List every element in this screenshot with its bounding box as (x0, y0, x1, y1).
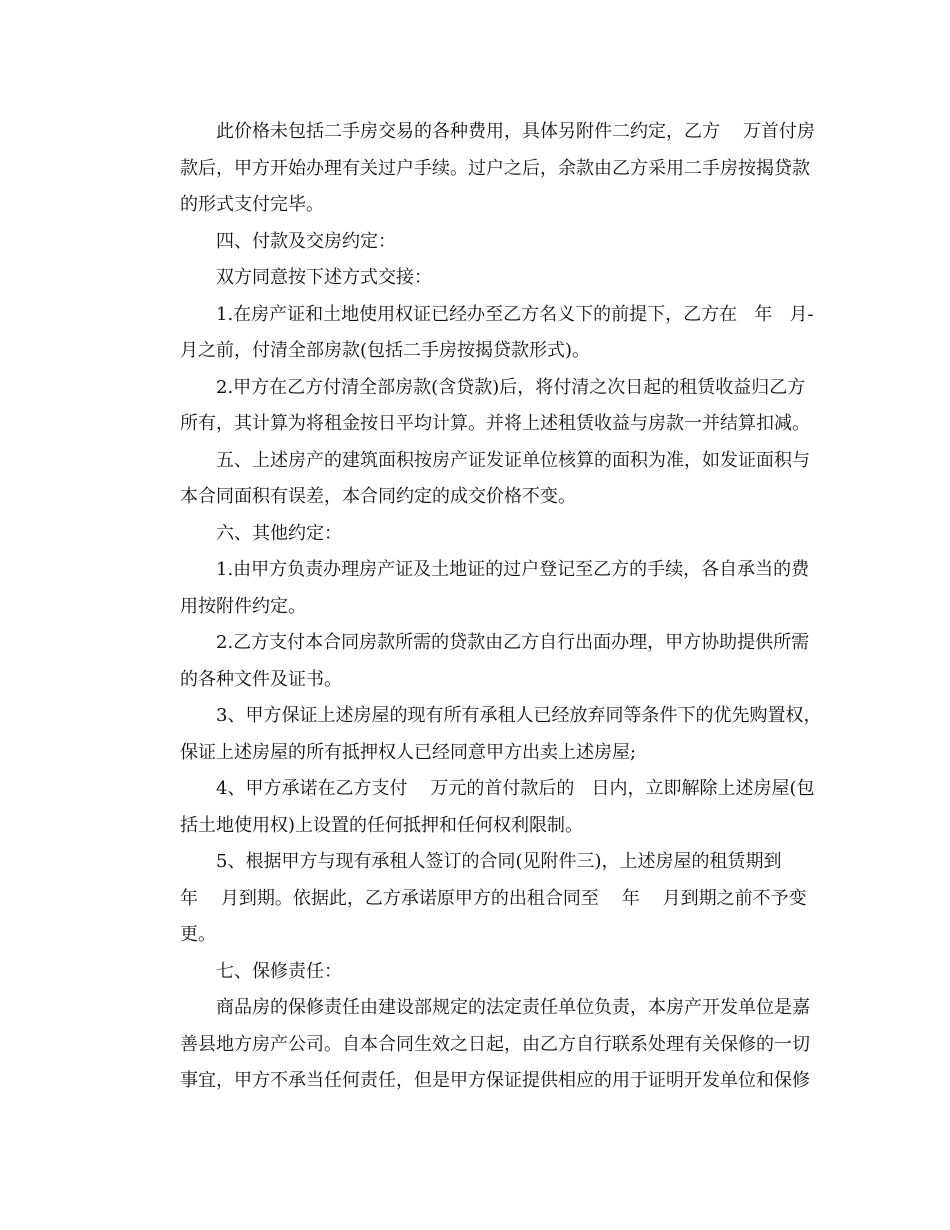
paragraph-section-6-item-2 (144, 625, 808, 698)
text-line: 七、保修责任： (216, 960, 342, 982)
text-line: 用按附件约定。 (180, 595, 306, 617)
text-line: 善县地方房产公司。自本合同生效之日起，由乙方自行联系处理有关保修的一切 (180, 1033, 810, 1055)
section-heading-7 (144, 954, 808, 991)
text-line: 此价格未包括二手房交易的各种费用，具体另附件二约定，乙方 万首付房 (216, 121, 815, 142)
text-line: 双方同意按下述方式交接： (216, 267, 432, 288)
text-line: 1.由甲方负责办理房产证及土地证的过户登记至乙方的手续，各自承当的费 (216, 559, 810, 580)
paragraph-section-6-item-3 (144, 698, 822, 771)
paragraph-section-4-intro (144, 260, 808, 297)
text-line: 年 月到期。依据此，乙方承诺原甲方的出租合同至 年 月到期之前不予变 (180, 887, 807, 909)
text-line: 所有，其计算为将租金按日平均计算。并将上述租赁收益与房款一并结算扣减。 (180, 413, 810, 434)
text-line: 款后，甲方开始办理有关过户手续。过户之后，余款由乙方采用二手房按揭贷款 (180, 157, 810, 179)
text-line: 2.乙方支付本合同房款所需的贷款由乙方自行出面办理，甲方协助提供所需 (216, 632, 810, 653)
text-line: 本合同面积有误差，本合同约定的成交价格不变。 (180, 486, 576, 507)
section-heading-4 (144, 224, 808, 261)
section-heading-6 (144, 516, 808, 553)
paragraph-section-6-item-5 (144, 844, 808, 954)
text-line: 括土地使用权)上设置的任何抵押和任何权利限制。 (180, 814, 584, 836)
document-body (144, 114, 822, 1100)
paragraph-section-7-body (144, 990, 808, 1100)
text-line: 4、甲方承诺在乙方支付 万元的首付款后的 日内，立即解除上述房屋(包 (216, 778, 815, 799)
text-line: 的形式支付完毕。 (180, 194, 324, 215)
text-line: 保证上述房屋的所有抵押权人已经同意甲方出卖上述房屋; (180, 741, 637, 763)
paragraph-section-4-item-2 (144, 370, 808, 443)
text-line: 更。 (180, 924, 216, 945)
text-line: 六、其他约定： (216, 522, 342, 544)
text-line: 商品房的保修责任由建设部规定的法定责任单位负责，本房产开发单位是嘉 (216, 997, 810, 1018)
text-line: 1.在房产证和土地使用权证已经办至乙方名义下的前提下，乙方在 年 月- (216, 303, 814, 325)
text-line: 2.甲方在乙方付清全部房款(含贷款)后，将付清之次日起的租赁收益归乙方 (216, 376, 806, 398)
text-line: 五、上述房产的建筑面积按房产证发证单位核算的面积为准，如发证面积与 (216, 449, 810, 471)
text-line: 3、甲方保证上述房屋的现有所有承租人已经放弃同等条件下的优先购置权， (216, 705, 822, 726)
paragraph-section-4-item-1 (144, 297, 814, 370)
paragraph-price-note (144, 114, 815, 224)
text-line: 的各种文件及证书。 (180, 668, 342, 690)
text-line: 四、付款及交房约定： (216, 230, 396, 252)
text-line: 5、根据甲方与现有承租人签订的合同(见附件三)，上述房屋的租赁期到 (216, 851, 782, 872)
paragraph-section-6-item-1 (144, 552, 808, 625)
paragraph-section-5 (144, 443, 808, 516)
text-line: 月之前，付清全部房款(包括二手房按揭贷款形式)。 (180, 340, 591, 361)
paragraph-section-6-item-4 (144, 771, 815, 844)
text-line: 事宜，甲方不承当任何责任，但是甲方保证提供相应的用于证明开发单位和保修 (180, 1070, 810, 1091)
